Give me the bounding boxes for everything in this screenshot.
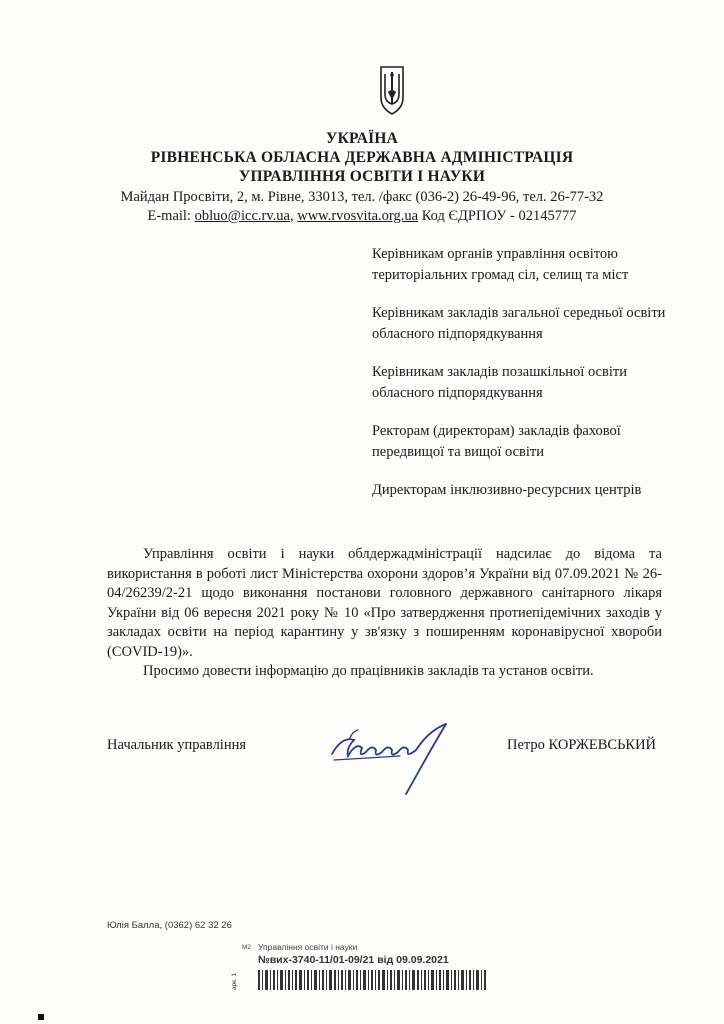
- department-heading: УПРАВЛІННЯ ОСВІТИ І НАУКИ: [238, 168, 486, 185]
- signatory-position: Начальник управління: [107, 737, 247, 753]
- website-link[interactable]: www.rvosvita.org.ua: [297, 208, 419, 224]
- administration-heading: РІВНЕНСЬКА ОБЛАСНА ДЕРЖАВНА АДМІНІСТРАЦІЯ: [150, 149, 574, 166]
- body-paragraph-1: Управління освіти і науки облдержадміністрації надсилає до відома та використання в роботі лист Міністерства охорони здоров’я України від 07.09.2021 № 26-04/26239/2-21 щодо виконання постанови головного державного санітарного лікаря України від 06 вересня 2021 року № 10 «Про затвердження протиепідемічних заходів у закладах освіти на період карантину у зв'язку з поширенням коронавірусної хвороби (COVID-19)».: [107, 546, 662, 660]
- scan-mark: [38, 1014, 44, 1020]
- recipient-item: Керівникам закладів загальної середньої освіти обласного підпорядкування: [372, 305, 666, 342]
- stamp-sheet-note: арк. 1: [231, 972, 239, 991]
- recipient-item: Директорам інклюзивно-ресурсних центрів: [372, 482, 642, 498]
- executor-contact: Юлія Балла, (0362) 62 32 26: [107, 920, 232, 931]
- stamp-prefix: М2: [242, 944, 252, 951]
- email-link[interactable]: obluo@icc.rv.ua: [194, 208, 290, 224]
- letter-body: [107, 545, 662, 682]
- handwritten-signature-icon: [328, 718, 463, 798]
- country-heading: УКРАЇНА: [326, 130, 398, 147]
- recipient-item: Керівникам закладів позашкільної освіти обласного підпорядкування: [372, 364, 627, 401]
- recipient-item: Ректорам (директорам) закладів фахової передвищої та вищої освіти: [372, 423, 621, 460]
- recipient-item: Керівникам органів управління освітою територіальних громад сіл, селищ та міст: [372, 246, 629, 283]
- barcode: [258, 970, 486, 990]
- signatory-name: Петро КОРЖЕВСЬКИЙ: [507, 737, 657, 753]
- recipients-block: [372, 244, 692, 518]
- edrpou-code: Код ЄДРПОУ - 02145777: [421, 208, 577, 224]
- contact-line: E-mail: obluo@icc.rv.ua, www.rvosvita.org.ua Код ЄДРПОУ - 02145777: [147, 208, 577, 224]
- stamp-organization: Управління освіти і науки: [258, 942, 358, 952]
- body-paragraph-2: Просимо довести інформацію до працівників закладів та установ освіти.: [143, 663, 594, 679]
- address-line: Майдан Просвіти, 2, м. Рівне, 33013, тел. /факс (036-2) 26-49-96, тел. 26-77-32: [120, 189, 604, 205]
- trident-emblem-icon: [377, 64, 407, 116]
- email-label: E-mail:: [147, 208, 191, 224]
- outgoing-number: №вих-3740-11/01-09/21 від 09.09.2021: [258, 954, 449, 966]
